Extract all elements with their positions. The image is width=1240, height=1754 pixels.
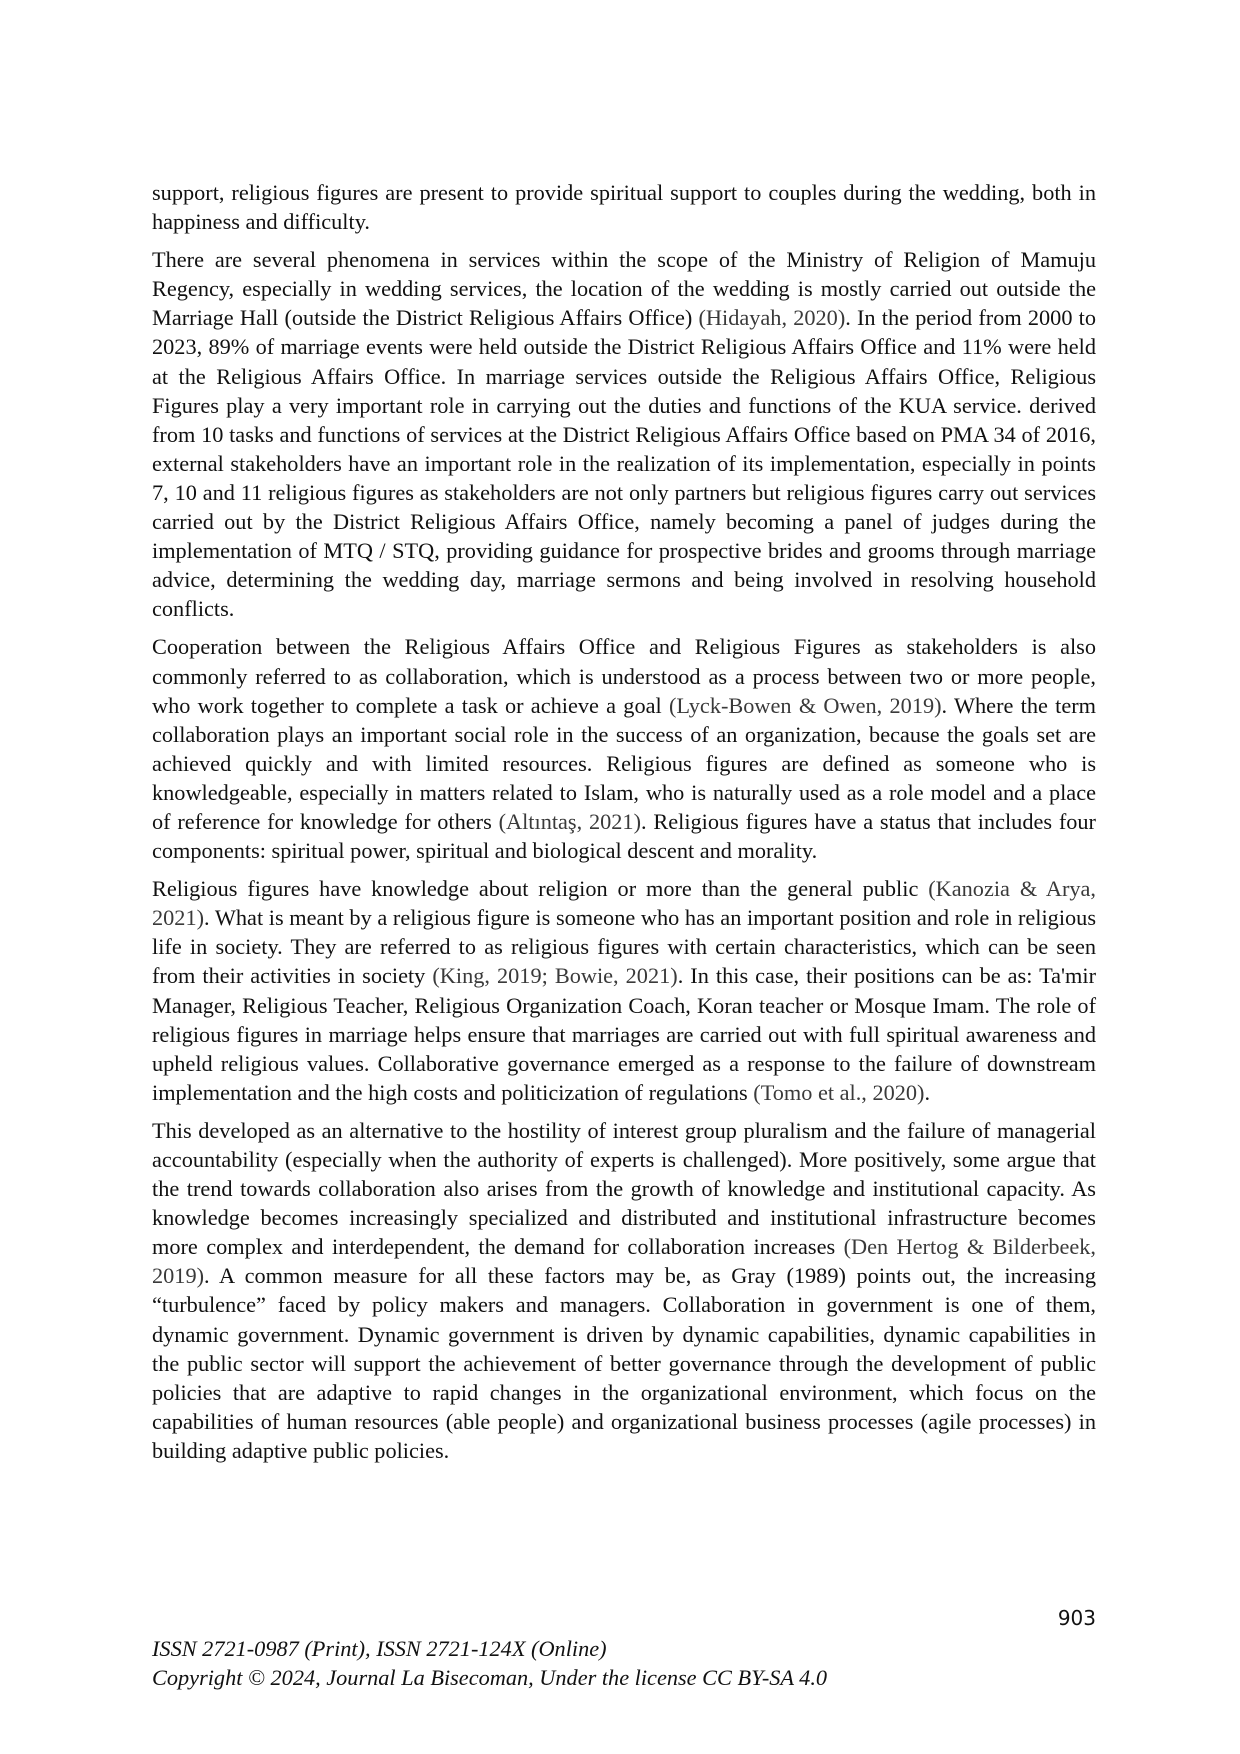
text-run: . bbox=[924, 1079, 931, 1105]
text-run: support, religious figures are present to provide spiritual support to couples during the wedding, both in happiness and difficulty. bbox=[152, 180, 1096, 235]
text-run: . Religious figures have a status that includes four components: spiritual power, spiritual and biological descent and morality. bbox=[152, 808, 1096, 864]
paragraph bbox=[152, 874, 1096, 1107]
citation: (Lyck-Bowen & Owen, 2019) bbox=[668, 692, 942, 718]
paragraph bbox=[152, 632, 1096, 865]
citation: (Kanozia & Arya, 2021) bbox=[152, 876, 1096, 931]
citation: (Hidayah, 2020) bbox=[698, 305, 846, 331]
text-run: . A common measure for all these factors may be, as Gray (1989) points out, the increasing “turbulence” faced by policy makers and managers. Collaboration in government is one of them, dynamic government. Dynamic government is driven by dynamic capabilities, dynamic capabilities in the public sector will support the achievement of better governance through the development of public policies that are adaptive to rapid changes in the organizational environment, which focus on the capabilities of human resources (able people) and organizational business processes (agile processes) in building adaptive public policies. bbox=[152, 1263, 1096, 1463]
text-run: There are several phenomena in services within the scope of the Ministry of Religion of Mamuju Regency, especially in wedding services, the location of the wedding is mostly carried out outside the Marriage Hall (outside the District Religious Affairs Office) bbox=[152, 247, 1096, 331]
citation: (Altıntaş, 2021) bbox=[498, 808, 641, 834]
citation: (Tomo et al., 2020) bbox=[753, 1079, 925, 1105]
paragraph bbox=[152, 178, 1096, 236]
citation: (Den Hertog & Bilderbeek, 2019) bbox=[152, 1234, 1096, 1289]
text-run: Cooperation between the Religious Affairs Office and Religious Figures as stakeholders is also commonly referred to as collaboration, which is understood as a process between two or more people, who work together to complete a task or achieve a goal bbox=[152, 634, 1096, 718]
text-run: . In the period from 2000 to 2023, 89% of marriage events were held outside the District Religious Affairs Office and 11% were held at the Religious Affairs Office. In marriage services outside the Religious Affairs Office, Religious Figures play a very important role in carrying out the duties and functions of the KUA service. derived from 10 tasks and functions of services at the District Religious Affairs Office based on PMA 34 of 2016, external stakeholders have an important role in the realization of its implementation, especially in points 7, 10 and 11 religious figures as stakeholders are not only partners but religious figures carry out services carried out by the District Religious Affairs Office, namely becoming a panel of judges during the implementation of MTQ / STQ, providing guidance for prospective brides and grooms through marriage advice, determining the wedding day, marriage sermons and being involved in resolving household conflicts. bbox=[152, 305, 1096, 622]
text-run: . What is meant by a religious figure is someone who has an important position and role in religious life in society. They are referred to as religious figures with certain characteristics, which can be seen from their activities in society bbox=[152, 905, 1096, 989]
text-run: . In this case, their positions can be as: Ta'mir Manager, Religious Teacher, Religious Organization Coach, Koran teacher or Mosque Imam. The role of religious figures in marriage helps ensure that marriages are carried out with full spiritual awareness and upheld religious values. Collaborative governance emerged as a response to the failure of downstream implementation and the high costs and politicization of regulations bbox=[152, 963, 1097, 1105]
text-run: . Where the term collaboration plays an important social role in the success of an organization, because the goals set are achieved quickly and with limited resources. Religious figures are defined as someone who is knowledgeable, especially in matters related to Islam, who is naturally used as a role model and a place of reference for knowledge for others bbox=[152, 692, 1097, 834]
text-run: This developed as an alternative to the hostility of interest group pluralism and the failure of managerial accountability (especially when the authority of experts is challenged). More positively, some argue that the trend towards collaboration also arises from the growth of knowledge and institutional capacity. As knowledge becomes increasingly specialized and distributed and institutional infrastructure becomes more complex and interdependent, the demand for collaboration increases bbox=[152, 1117, 1096, 1260]
copyright-line: Copyright © 2024, Journal La Bisecoman, Under the license CC BY-SA 4.0 bbox=[152, 1665, 828, 1690]
article-body bbox=[152, 178, 1096, 1474]
paragraph bbox=[152, 245, 1096, 623]
page-number: 903 bbox=[1057, 1606, 1096, 1630]
citation: (King, 2019; Bowie, 2021) bbox=[432, 963, 678, 989]
text-run: Religious figures have knowledge about religion or more than the general public bbox=[152, 876, 929, 902]
journal-footer bbox=[152, 1634, 827, 1692]
paragraph bbox=[152, 1116, 1096, 1465]
issn-line: ISSN 2721-0987 (Print), ISSN 2721-124X (Online) bbox=[152, 1636, 607, 1661]
